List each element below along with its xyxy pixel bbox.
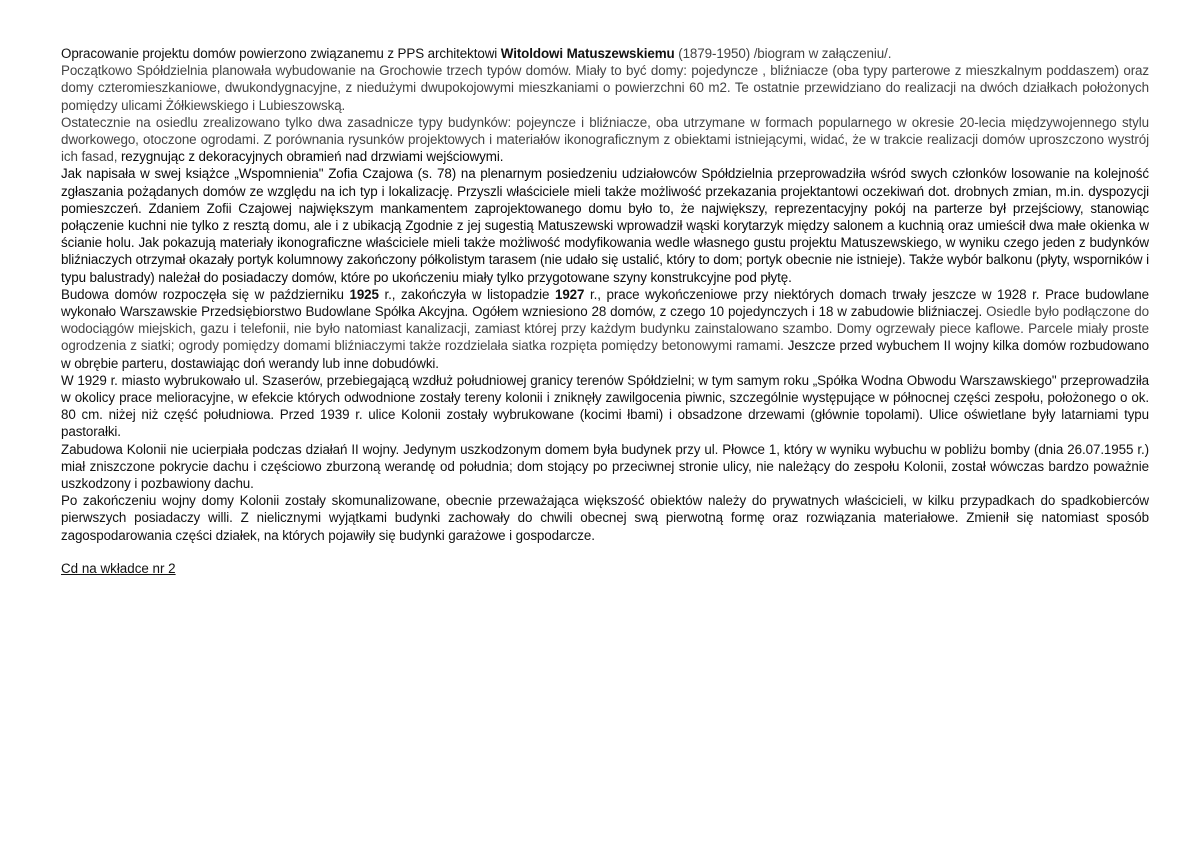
paragraph-construction-text-c: r: [584, 286, 594, 302]
paragraph-construction-text-a: Budowa domów rozpoczęła się w październiku: [61, 286, 350, 302]
paragraph-construction: [61, 286, 1149, 372]
paragraph-postwar: Po zakończeniu wojny domy Kolonii zostały skomunalizowane, obecnie przeważająca większość obiektów należy do prywatnych właścicieli, w kilku przypadkach do spadkobierców pierwszych posiadaczy willi. Z nielicznymi wyjątkami budynki zachowały do chwili obecnej swą pierwotną formę oraz rozwiązania materiałowe. Zmienił się natomiast sposób zagospodarowania części działek, na których pojawiły się budynki garażowe i gospodarcze.: [61, 493, 1149, 543]
continuation-link[interactable]: Cd na wkładce nr 2: [61, 560, 176, 576]
paragraph-final-types: [61, 114, 1149, 166]
paragraph-architect: [61, 45, 1149, 62]
year-start: 1925: [349, 286, 379, 302]
paragraph-initial-plan: Początkowo Spółdzielnia planowała wybudowanie na Grochowie trzech typów domów. Miały to być domy: pojedyncze , bliźniacze (oba typy parterowe z mieszkalnym poddaszem) oraz domy czteromieszkaniowe, dwukondygnacyjne, z niedużymi dwupokojowymi mieszkaniami o powierzchni 60 m2. Te ostatnie przewidziano do realizacji na dwóch działkach położonych pomiędzy ulicami Żółkiewskiego i Lubieszowską.: [61, 63, 1149, 113]
paragraph-construction-text-e: Osiedle było podłączone do wodociągów miejskich, gazu i telefonii, nie było natomiast kanalizacji, zamiast której przy każdym budynku zainstalowano szambo. Domy ogrzewały piece kaflowe. Parcele miały proste ogrodzenia z siatki; ogrody pomiędzy domami bliźniaczymi także rozdzielała siatka rozpięta pomiędzy betonowymi ramami.: [61, 304, 1149, 354]
paragraph-architect-text-a: Opracowanie projektu domów powierzono związanemu z PPS architektowi: [61, 46, 501, 61]
paragraph-final-types-text-b: rezygnując z dekoracyjnych obramień nad drzwiami wejściowymi.: [120, 149, 504, 165]
paragraph-construction-text-f: Jeszcze przed wybuchem II wojny kilka domów rozbudowano w obrębie parteru, dostawiając doń werandy lub inne dobudówki.: [61, 338, 1149, 371]
architect-name: Witoldowi Matuszewskiemu: [500, 46, 675, 61]
paragraph-final-types-text-a: Ostatecznie na osiedlu zrealizowano tylko dwa zasadnicze typy budynków: pojeyncze i bliźniacze, oba utrzymane w formach popularnego w okresie 20-lecia międzywojennego stylu dworkowego, otoczone ogrodami. Z porównania rysunków projektowych i materiałów ikonograficznym z obiektami istniejącymi, widać, że w trakcie realizacji domów uproszczono wystrój ich fasad,: [61, 114, 1149, 165]
paragraph-memoirs: Jak napisała w swej książce „Wspomnienia" Zofia Czajowa (s. 78) na plenarnym posiedzeniu udziałowców Spółdzielnia przeprowadziła wśród swych członków losowanie na kolejność zgłaszania pożądanych domów ze względu na ich typ i lokalizację. Przyszli właściciele mieli także możliwość przekazania projektantowi oczekiwań dot. drobnych zmian, m.in. dyspozycji pomieszczeń. Zdaniem Zofii Czajowej największym mankamentem zaprojektowanego domu było to, że największy, reprezentacyjny pokój na parterze był przejściowy, stanowiąc połączenie kuchni nie tylko z resztą domu, ale i z ubikacją Zgodnie z jej sugestią Matuszewski wprowadził wąski korytarzyk między salonem a kuchnią oraz umieścił dwa małe okienka w ścianie holu. Jak pokazują materiały ikonograficzne właściciele mieli także możliwość modyfikowania wedle własnego gustu projektu Matuszewskiego, w wyniku czego jeden z budynków bliźniaczych otrzymał okazały portyk kolumnowy zakończony półkolistym tarasem (nie udało się ustalić, który to dom; portyk obecnie nie istnieje). Także wybór balkonu (płyty, wsporników i typu balustrady) należał do posiadaczy domów, które po ukończeniu miały tylko przygotowane szyny konstrukcyjne pod płytę.: [61, 166, 1149, 285]
paragraph-construction-text-b: r., zakończyła w listopadzie: [378, 286, 555, 302]
document-page: [61, 45, 1149, 578]
paragraph-architect-text-b: (1879-1950) /biogram w załączeniu/.: [674, 46, 892, 61]
document-body: [61, 45, 1149, 544]
paragraph-construction-text-d: ., prace wykończeniowe przy niektórych domach trwały jeszcze w 1928 r. Prace budowlane wykonało Warszawskie Przedsiębiorstwo Budowlane Spółka Akcyjna. Ogółem wzniesiono 28 domów, z czego 10 pojedynczych i 18 w zabudowie bliźniaczej.: [61, 286, 1149, 320]
year-end: 1927: [554, 286, 585, 302]
paragraph-war: Zabudowa Kolonii nie ucierpiała podczas działań II wojny. Jedynym uszkodzonym domem była budynek przy ul. Płowce 1, który w wyniku wybuchu w pobliżu bomby (dnia 26.07.1955 r.) miał zniszczone pokrycie dachu i częściowo zburzoną werandę od południa; dom stojący po przeciwnej stronie ulicy, nie należący do zespołu Kolonii, został wówczas bardzo poważnie uszkodzony i pozbawiony dachu.: [61, 441, 1149, 492]
paragraph-paving: W 1929 r. miasto wybrukowało ul. Szaserów, przebiegającą wzdłuż południowej granicy terenów Spółdzielni; w tym samym roku „Spółka Wodna Obwodu Warszawskiego" przeprowadziła w okolicy prace melioracyjne, w efekcie których odwodnione zostały tereny kolonii i zniknęły zawilgocenia piwnic, szczególnie występujące w północnej części zespołu, położonego o ok. 80 cm. niżej niż część południowa. Przed 1939 r. ulice Kolonii zostały wybrukowane (kocimi łbami) i obsadzone drzewami (głównie topolami). Ulice oświetlane były latarniami typu pastorałki.: [61, 372, 1149, 440]
